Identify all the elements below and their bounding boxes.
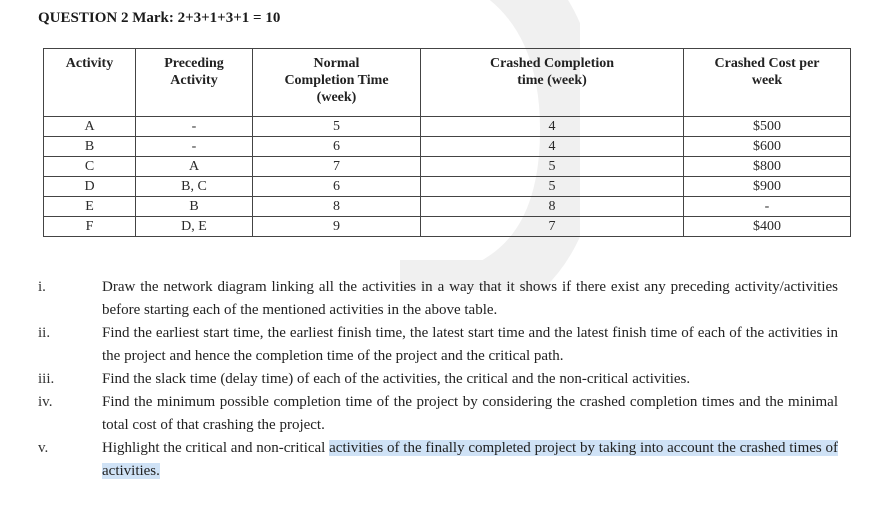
cell-preceding: - xyxy=(136,137,253,157)
table-row xyxy=(44,217,851,237)
cell-crashed-time: 4 xyxy=(421,117,684,137)
question-number: iii. xyxy=(38,371,55,387)
question-number: i. xyxy=(38,279,46,295)
table-row xyxy=(44,157,851,177)
cell-normal-time: 9 xyxy=(253,217,421,237)
cell-activity: D xyxy=(44,177,136,197)
question-text: Highlight the critical and non-critical xyxy=(102,440,330,456)
question-item xyxy=(38,391,838,437)
table-header-row xyxy=(44,49,851,117)
cell-crashed-cost: $400 xyxy=(684,217,851,237)
question-item xyxy=(38,368,838,391)
cell-crashed-cost: $800 xyxy=(684,157,851,177)
table-row xyxy=(44,177,851,197)
question-item xyxy=(38,276,838,322)
header-crashed-time: Crashed Completion time (week) xyxy=(421,49,684,117)
header-normal-time: Normal Completion Time (week) xyxy=(253,49,421,117)
cell-crashed-cost: $500 xyxy=(684,117,851,137)
table-row xyxy=(44,117,851,137)
cell-crashed-cost: $600 xyxy=(684,137,851,157)
cell-crashed-time: 7 xyxy=(421,217,684,237)
cell-crashed-time: 5 xyxy=(421,157,684,177)
question-text: Find the earliest start time, the earliest finish time, the latest start time and the latest finish time of each of the activities in the project and hence the completion time of the project and the critical path. xyxy=(102,325,838,364)
cell-crashed-cost: - xyxy=(684,197,851,217)
cell-preceding: B, C xyxy=(136,177,253,197)
cell-normal-time: 6 xyxy=(253,177,421,197)
cell-normal-time: 7 xyxy=(253,157,421,177)
cell-preceding: - xyxy=(136,117,253,137)
cell-activity: F xyxy=(44,217,136,237)
cell-activity: C xyxy=(44,157,136,177)
question-text: Find the slack time (delay time) of each of the activities, the critical and the non-critical activities. xyxy=(102,371,691,387)
activity-table xyxy=(43,48,851,237)
question-number: ii. xyxy=(38,325,51,341)
cell-activity: B xyxy=(44,137,136,157)
table-row xyxy=(44,197,851,217)
header-activity: Activity xyxy=(44,49,136,117)
cell-normal-time: 5 xyxy=(253,117,421,137)
header-preceding-activity: Preceding Activity xyxy=(136,49,253,117)
cell-preceding: B xyxy=(136,197,253,217)
cell-crashed-time: 5 xyxy=(421,177,684,197)
cell-crashed-time: 4 xyxy=(421,137,684,157)
question-item xyxy=(38,322,838,368)
question-number: iv. xyxy=(38,394,53,410)
question-item xyxy=(38,437,838,483)
highlighted-text: activities of the finally completed project by taking into account the crashed times of activities. xyxy=(102,440,838,479)
cell-crashed-time: 8 xyxy=(421,197,684,217)
question-text: Find the minimum possible completion time of the project by considering the crashed completion times and the minimal total cost of that crashing the project. xyxy=(102,394,838,433)
question-text: Draw the network diagram linking all the activities in a way that it shows if there exist any preceding activity/activities before starting each of the mentioned activities in the above table. xyxy=(102,279,838,318)
cell-normal-time: 6 xyxy=(253,137,421,157)
question-list xyxy=(38,276,838,483)
table-row xyxy=(44,137,851,157)
header-crashed-cost: Crashed Cost per week xyxy=(684,49,851,117)
question-title: QUESTION 2 Mark: 2+3+1+3+1 = 10 xyxy=(38,10,281,26)
cell-preceding: A xyxy=(136,157,253,177)
question-number: v. xyxy=(38,440,49,456)
cell-activity: E xyxy=(44,197,136,217)
cell-crashed-cost: $900 xyxy=(684,177,851,197)
cell-preceding: D, E xyxy=(136,217,253,237)
cell-normal-time: 8 xyxy=(253,197,421,217)
cell-activity: A xyxy=(44,117,136,137)
